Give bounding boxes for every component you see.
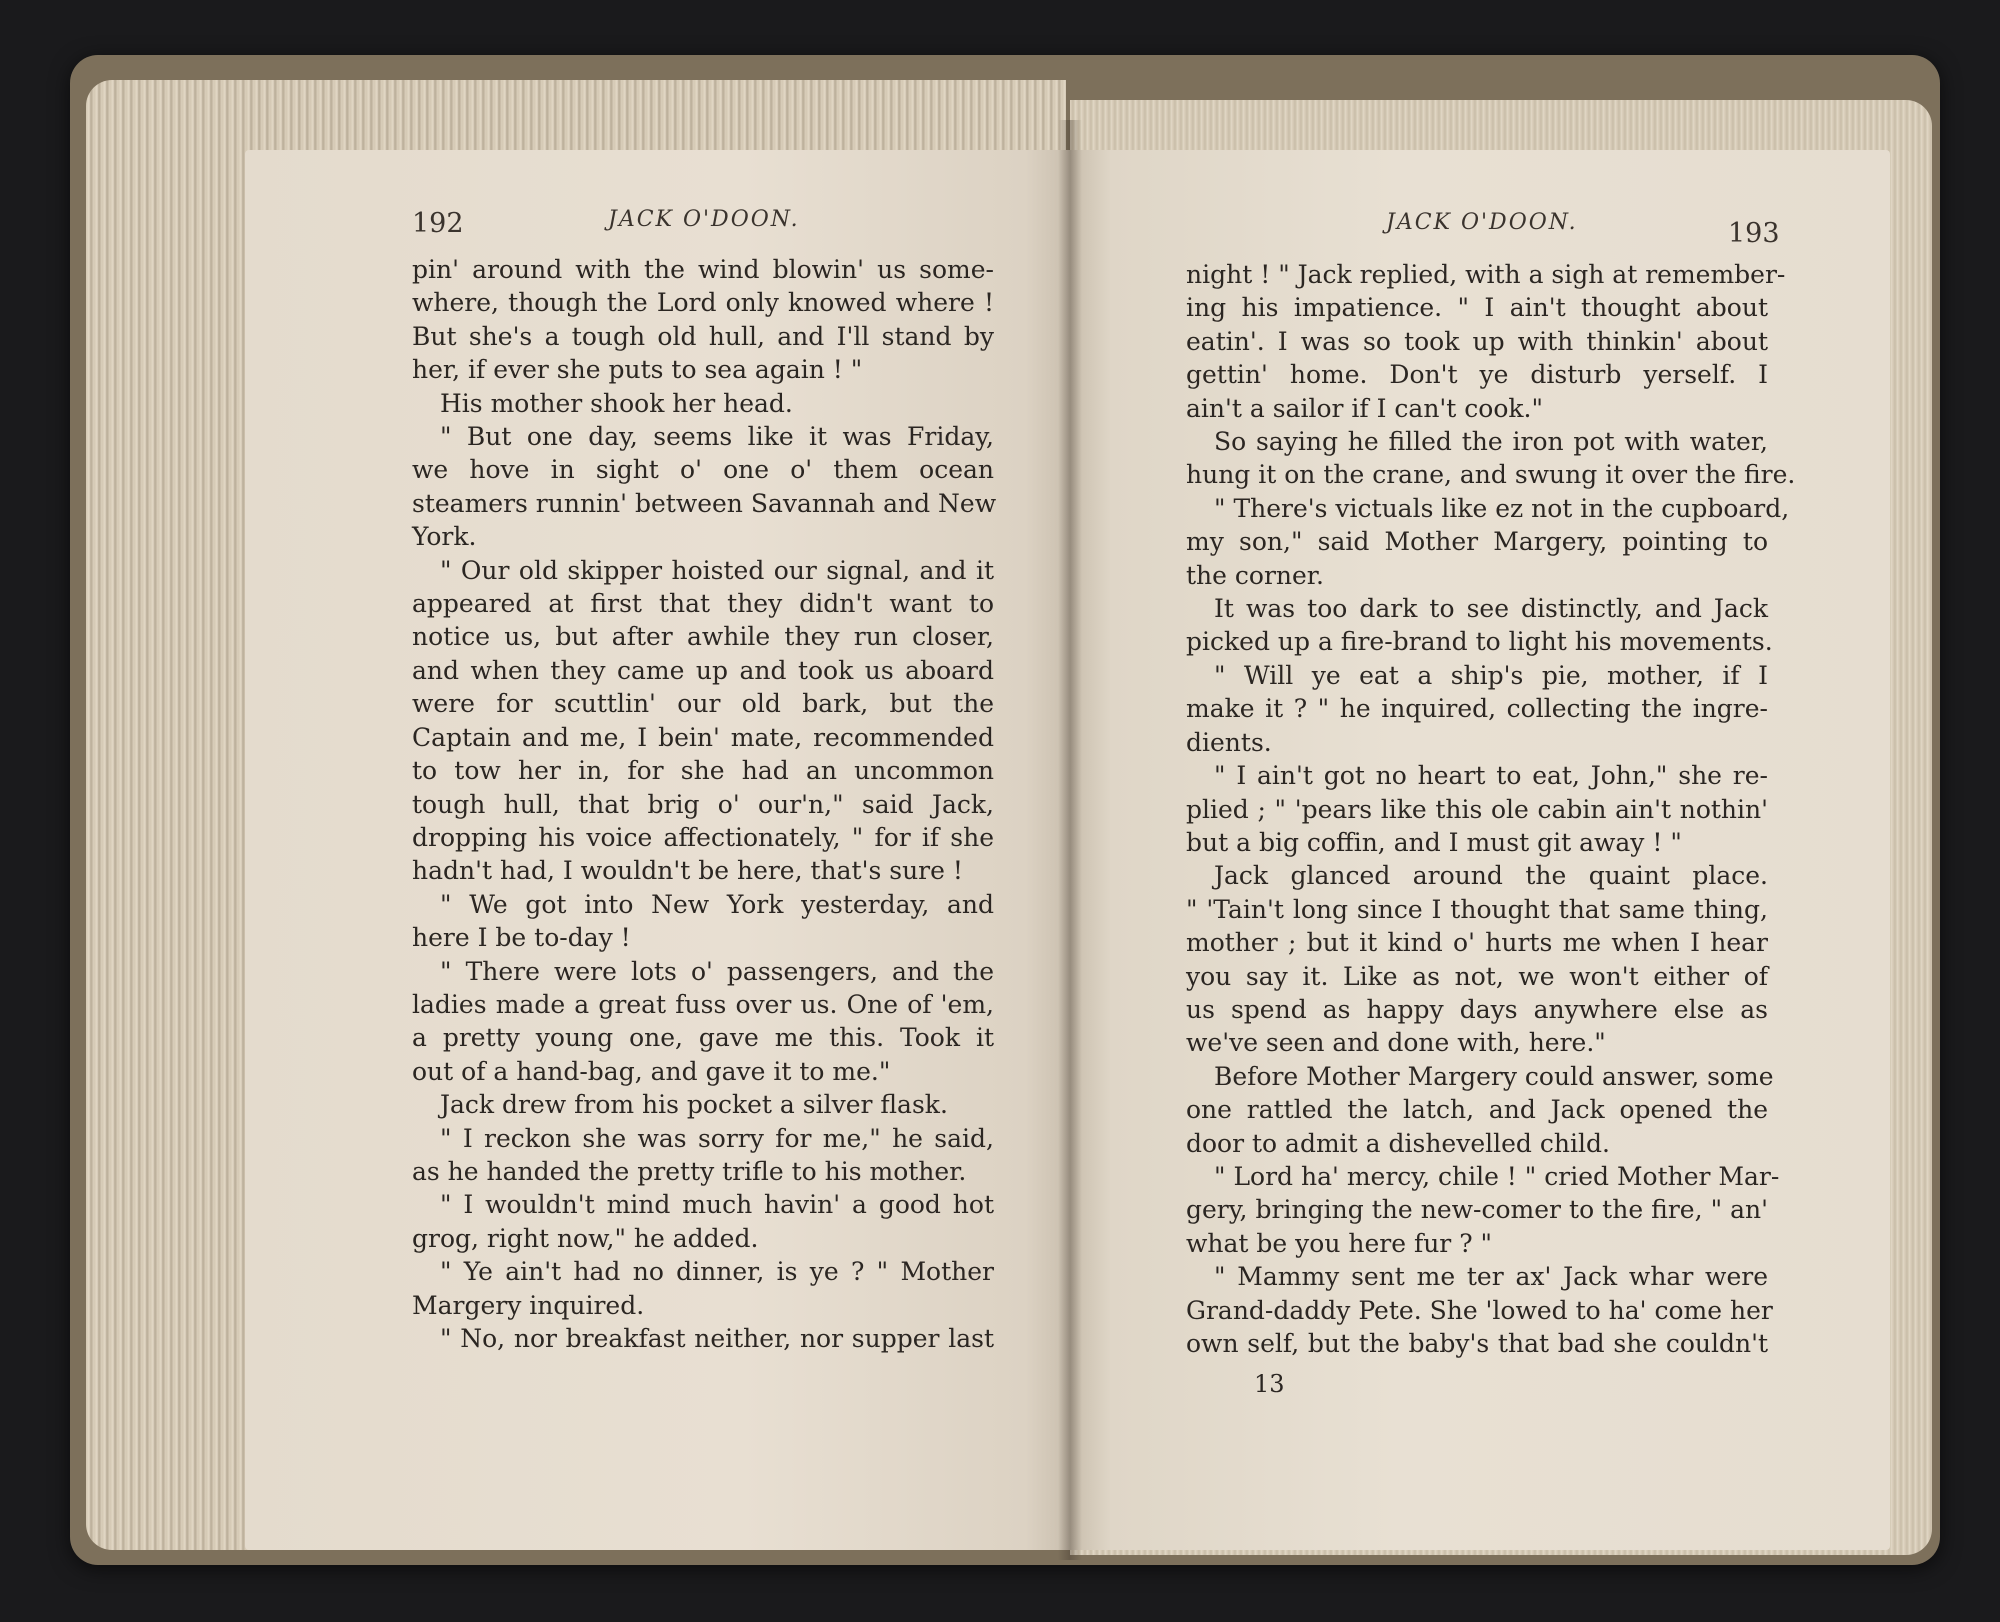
text-line: as he handed the pretty trifle to his mother. xyxy=(412,1156,967,1186)
text-line: ing his impatience. " I ain't thought about xyxy=(1186,293,1768,323)
right-running-title: JACK O'DOON. xyxy=(1386,210,1578,235)
text-line: you say it. Like as not, we won't either of xyxy=(1186,961,1768,991)
text-line: appeared at first that they didn't want to xyxy=(412,589,994,619)
text-line: Grand-daddy Pete. She 'lowed to ha' come her xyxy=(1186,1295,1773,1325)
text-line: but a big coffin, and I must git away ! " xyxy=(1186,827,1682,857)
text-line: the corner. xyxy=(1186,560,1324,590)
left-running-title: JACK O'DOON. xyxy=(608,207,800,232)
text-line: Margery inquired. xyxy=(412,1290,645,1320)
text-line: " I reckon she was sorry for me," he said, xyxy=(440,1123,994,1153)
text-line: to tow her in, for she had an uncommon xyxy=(412,756,994,786)
text-line: steamers runnin' between Savannah and New xyxy=(412,488,997,518)
left-page-number: 192 xyxy=(412,208,464,239)
text-line: " There's victuals like ez not in the cupboard, xyxy=(1214,493,1790,523)
text-line: " But one day, seems like it was Friday, xyxy=(440,422,994,452)
text-line: what be you here fur ? " xyxy=(1186,1228,1493,1258)
text-line: It was too dark to see distinctly, and Jack xyxy=(1214,594,1768,624)
signature-mark: 13 xyxy=(1254,1370,1285,1398)
text-line: " 'Tain't long since I thought that same thing, xyxy=(1186,894,1768,924)
text-line: " I wouldn't mind much havin' a good hot xyxy=(440,1190,994,1220)
text-line: Before Mother Margery could answer, some xyxy=(1214,1061,1774,1091)
text-line: here I be to-day ! xyxy=(412,923,631,953)
text-line: " We got into New York yesterday, and xyxy=(440,889,994,919)
text-line: a pretty young one, gave me this. Took it xyxy=(412,1023,994,1053)
text-line: where, though the Lord only knowed where ! xyxy=(412,288,994,318)
text-line: notice us, but after awhile they run closer, xyxy=(412,622,994,652)
text-line: dropping his voice affectionately, " for if she xyxy=(412,822,994,852)
text-line: " I ain't got no heart to eat, John," she re- xyxy=(1214,761,1768,791)
text-line: So saying he filled the iron pot with water, xyxy=(1214,427,1768,457)
text-line: door to admit a dishevelled child. xyxy=(1186,1128,1610,1158)
text-line: we hove in sight o' one o' them ocean xyxy=(412,455,994,485)
text-line: Captain and me, I bein' mate, recommended xyxy=(412,722,994,752)
text-line: grog, right now," he added. xyxy=(412,1223,759,1253)
text-line: we've seen and done with, here." xyxy=(1186,1028,1606,1058)
text-line: eatin'. I was so took up with thinkin' about xyxy=(1186,326,1768,356)
text-line: Jack glanced around the quaint place. xyxy=(1214,861,1768,891)
text-line: " No, nor breakfast neither, nor supper last xyxy=(440,1324,994,1353)
text-line: hung it on the crane, and swung it over the fire. xyxy=(1186,460,1796,490)
text-line: mother ; but it kind o' hurts me when I hear xyxy=(1186,928,1768,958)
text-line: and when they came up and took us aboard xyxy=(412,655,994,685)
text-line: " Will ye eat a ship's pie, mother, if I xyxy=(1214,660,1768,690)
text-line: ain't a sailor if I can't cook." xyxy=(1186,393,1543,423)
text-line: " Ye ain't had no dinner, is ye ? " Mother xyxy=(440,1257,994,1287)
text-line: York. xyxy=(412,522,477,552)
text-line: " Mammy sent me ter ax' Jack whar were xyxy=(1214,1262,1768,1292)
text-line: His mother shook her head. xyxy=(440,388,793,418)
text-line: Jack drew from his pocket a silver flask. xyxy=(440,1090,948,1120)
text-line: ladies made a great fuss over us. One of 'em, xyxy=(412,989,994,1019)
book-gutter xyxy=(1058,120,1082,1560)
text-line: one rattled the latch, and Jack opened the xyxy=(1186,1095,1768,1125)
text-line: " There were lots o' passengers, and the xyxy=(440,956,994,986)
text-line: gery, bringing the new-comer to the fire, " an' xyxy=(1186,1195,1768,1225)
text-line: picked up a fire-brand to light his movements. xyxy=(1186,627,1773,657)
text-line: " Lord ha' mercy, chile ! " cried Mother Mar- xyxy=(1214,1161,1780,1191)
left-page-text xyxy=(412,253,997,1355)
text-line: pin' around with the wind blowin' us some- xyxy=(412,255,994,284)
text-line: were for scuttlin' our old bark, but the xyxy=(412,689,994,719)
text-line: own self, but the baby's that bad she couldn't xyxy=(1186,1329,1768,1358)
text-line: dients. xyxy=(1186,727,1272,757)
right-page-number: 193 xyxy=(1728,218,1780,249)
text-line: night ! " Jack replied, with a sigh at remember- xyxy=(1186,260,1786,289)
text-line: us spend as happy days anywhere else as xyxy=(1186,994,1768,1024)
text-line: hadn't had, I wouldn't be here, that's sure ! xyxy=(412,856,963,886)
text-line: gettin' home. Don't ye disturb yerself. I xyxy=(1186,360,1768,390)
text-line: my son," said Mother Margery, pointing to xyxy=(1186,527,1768,557)
text-line: plied ; " 'pears like this ole cabin ain't nothin' xyxy=(1186,794,1768,824)
text-line: make it ? " he inquired, collecting the ingre- xyxy=(1186,694,1768,724)
right-page-text xyxy=(1186,258,1796,1360)
text-line: tough hull, that brig o' our'n," said Jack, xyxy=(412,789,994,819)
text-line: But she's a tough old hull, and I'll stand by xyxy=(412,321,994,351)
text-line: her, if ever she puts to sea again ! " xyxy=(412,355,863,385)
text-line: " Our old skipper hoisted our signal, and it xyxy=(440,555,994,585)
text-line: out of a hand-bag, and gave it to me." xyxy=(412,1056,891,1086)
